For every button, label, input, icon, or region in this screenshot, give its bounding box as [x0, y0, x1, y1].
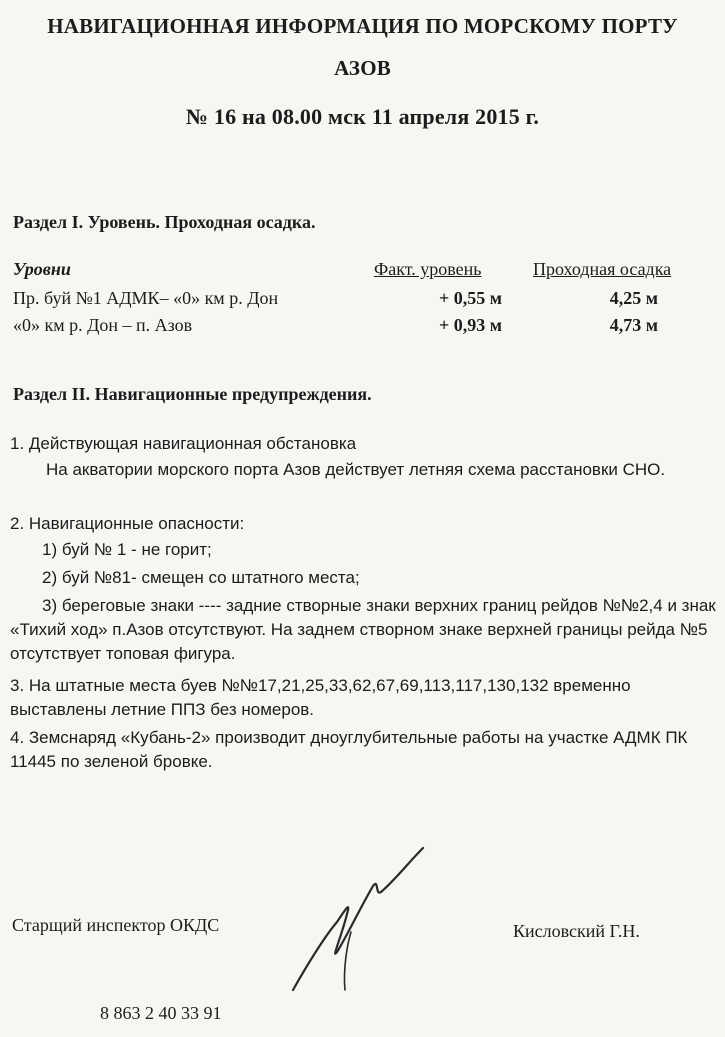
- table-row-fact-level: + 0,93 м: [438, 315, 502, 335]
- table-row-draft: 4,25 м: [609, 288, 658, 308]
- table-row-name: «0» км р. Дон – п. Азов: [13, 315, 193, 335]
- table-row-draft: 4,73 м: [609, 315, 658, 335]
- item3-text: 3. На штатные места буев №№17,21,25,33,62,67,69,113,117,130,132 временно выставлены летние ППЗ без номеров.: [10, 676, 631, 719]
- item1-title: 1. Действующая навигационная обстановка: [10, 434, 357, 453]
- signer-name: Кисловский Г.Н.: [513, 921, 640, 941]
- item1-text: На акватории морского порта Азов действует летняя схема расстановки СНО.: [46, 460, 666, 479]
- signer-title: Старщий инспектор ОКДС: [12, 915, 220, 935]
- table-row-fact-level: + 0,55 м: [438, 288, 502, 308]
- phone-number: 8 863 2 40 33 91: [100, 1003, 222, 1023]
- section2-heading: Раздел II. Навигационные предупреждения.: [13, 384, 372, 404]
- table-row-name: Пр. буй №1 АДМК– «0» км р. Дон: [13, 288, 279, 308]
- column-header-draft: Проходная осадка: [533, 259, 672, 279]
- item2-title: 2. Навигационные опасности:: [10, 514, 245, 533]
- column-header-levels: Уровни: [13, 259, 71, 279]
- item4-text: 4. Земснаряд «Кубань-2» производит дноуглубительные работы на участке АДМК ПК 11445 по зеленой бровке.: [10, 728, 688, 771]
- item2-sub1: 1) буй № 1 - не горит;: [42, 540, 212, 559]
- item2-sub2: 2) буй №81- смещен со штатного места;: [42, 568, 360, 587]
- port-name: АЗОВ: [334, 56, 391, 80]
- item2-sub3: 3) береговые знаки ---- задние створные знаки верхних границ рейдов №№2,4 и знак «Тихий ход» п.Азов отсутствуют. На заднем створном знаке верхней границы рейда №5 отсутствует топовая фигура.: [10, 596, 716, 663]
- handwritten-signature: [285, 840, 465, 1000]
- section1-heading: Раздел I. Уровень. Проходная осадка.: [13, 212, 316, 232]
- document-title: НАВИГАЦИОННАЯ ИНФОРМАЦИЯ ПО МОРСКОМУ ПОРТУ: [47, 14, 678, 38]
- column-header-fact-level: Факт. уровень: [374, 259, 482, 279]
- bulletin-number-date: № 16 на 08.00 мск 11 апреля 2015 г.: [185, 104, 540, 129]
